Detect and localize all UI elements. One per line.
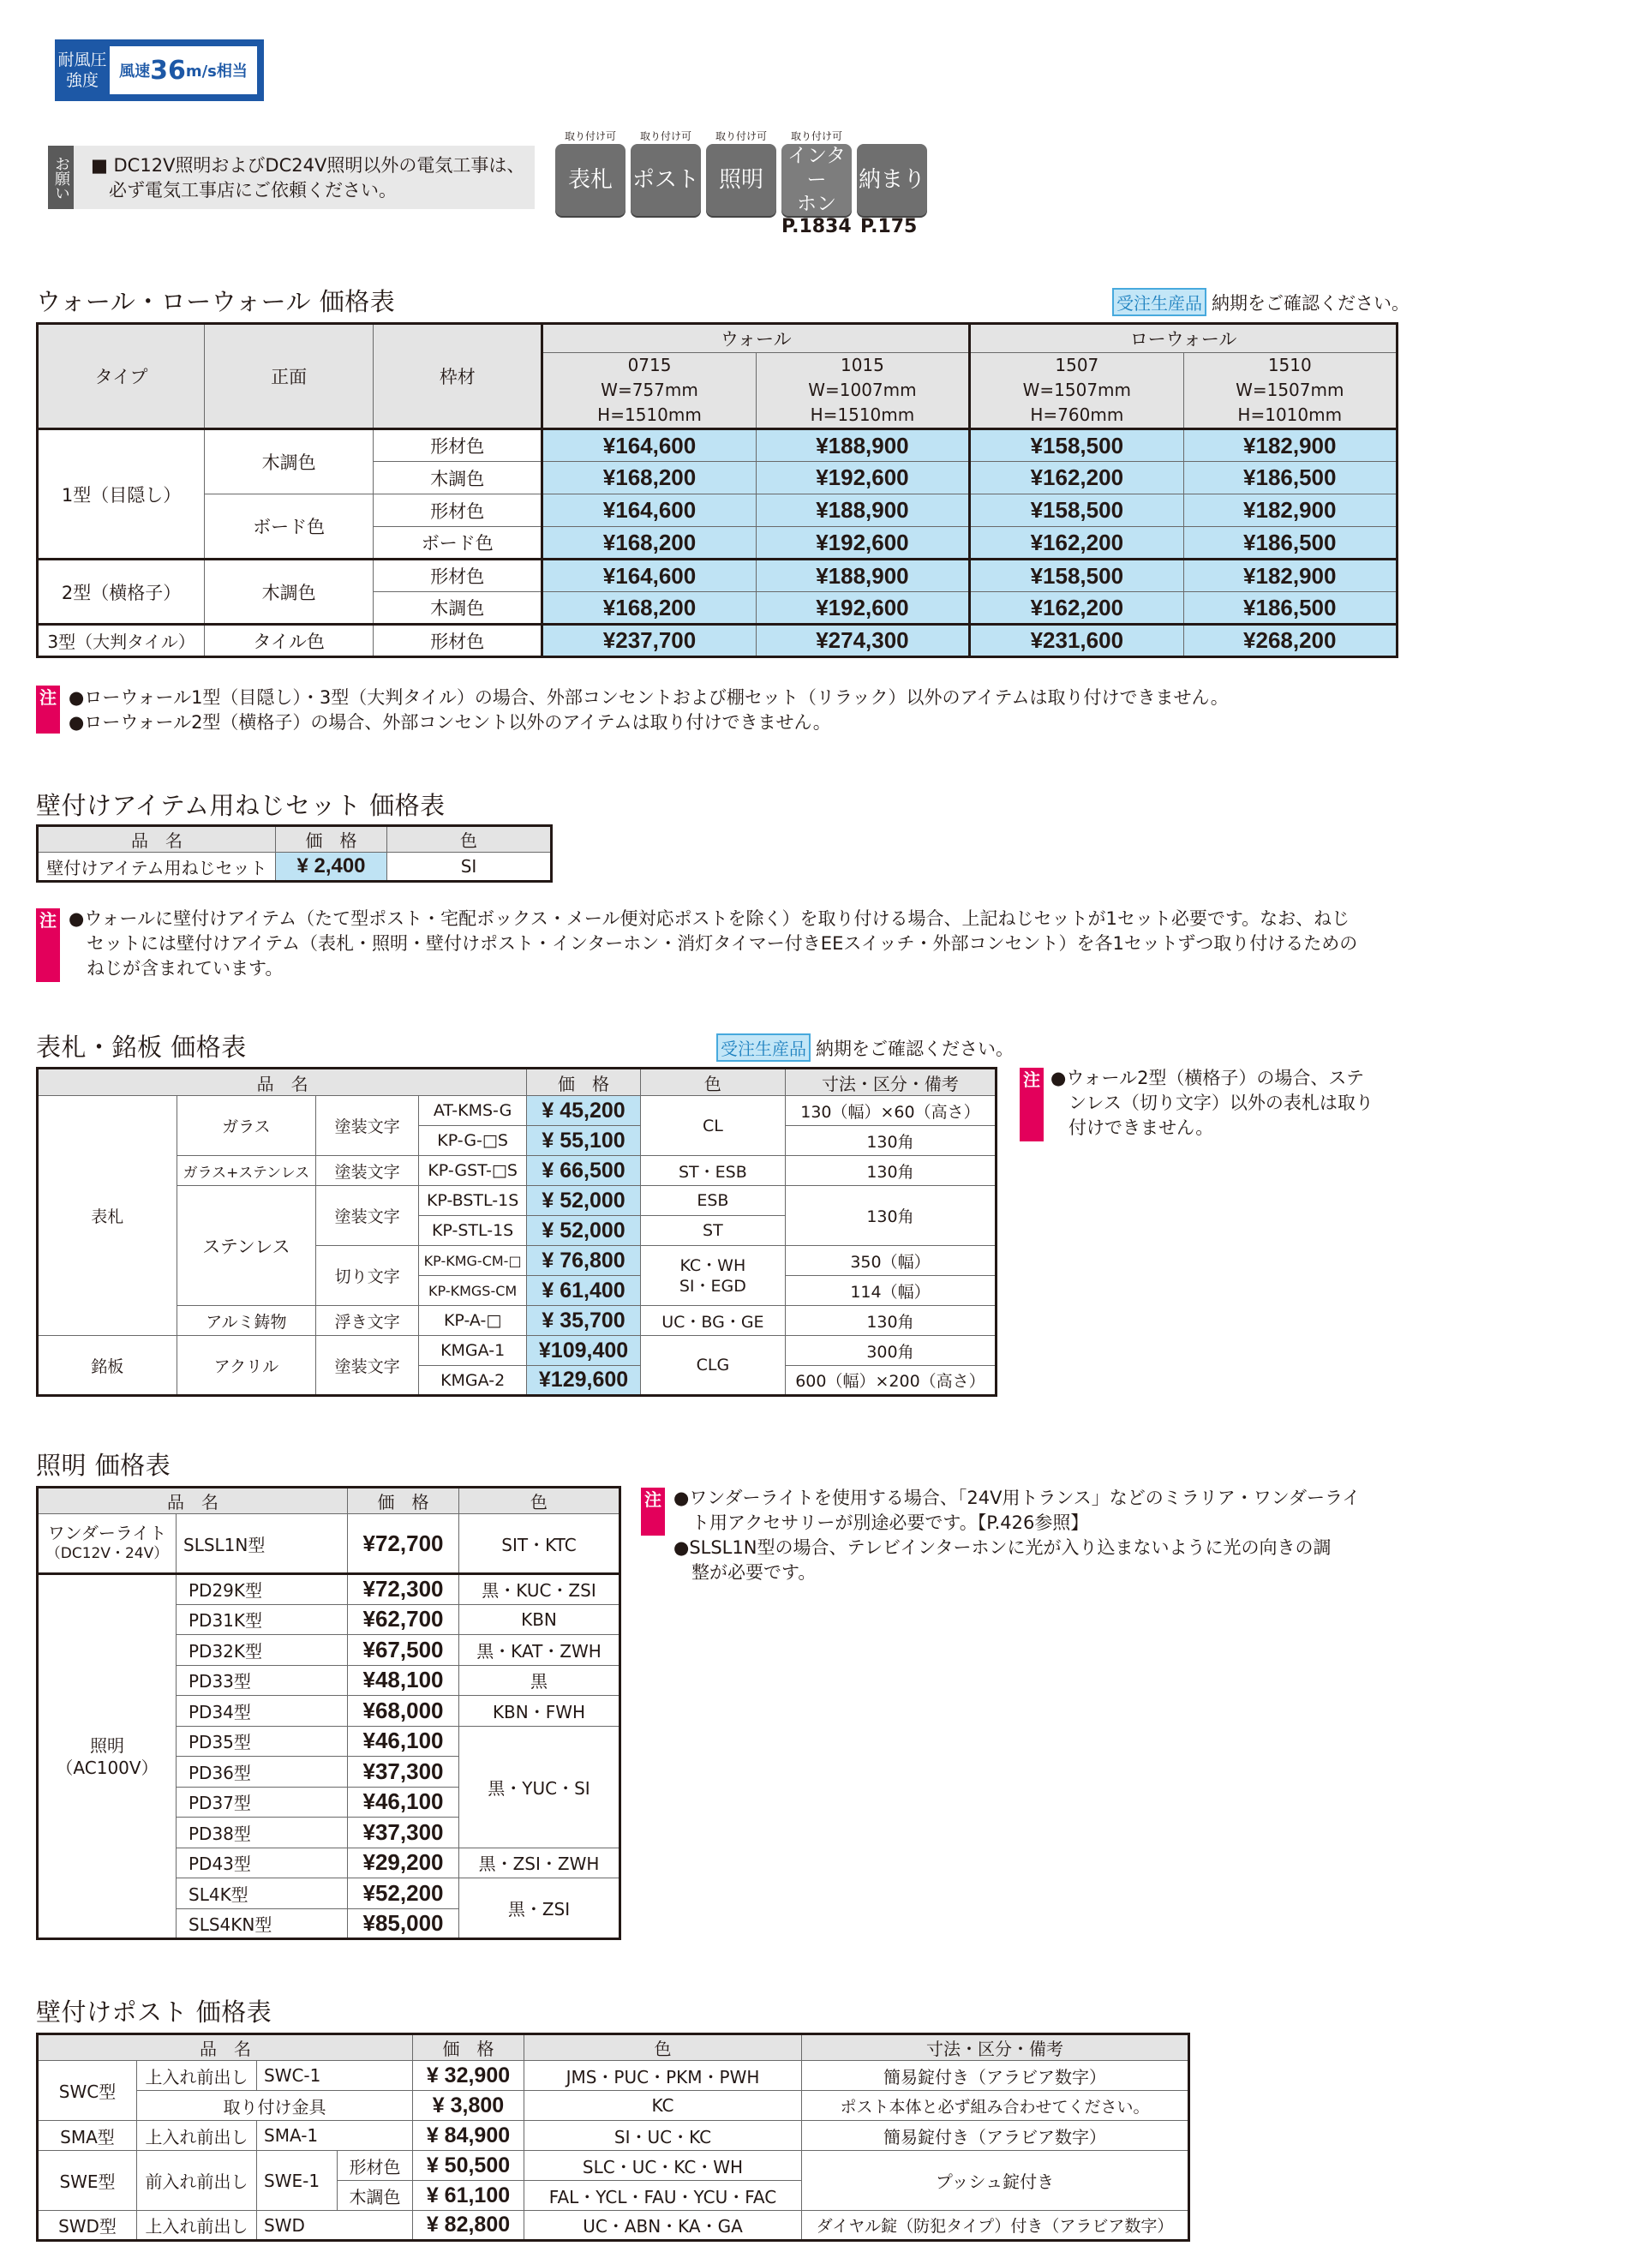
table-row: 表札 ガラス 塗装文字 AT-KMS-G ¥ 45,200 CL 130（幅）×60（高さ） — [38, 1096, 997, 1126]
request-notice — [48, 146, 535, 209]
category-post-button[interactable]: ポスト — [631, 144, 701, 216]
order-badge: 受注生産品 — [716, 1033, 811, 1062]
intercom-page-ref[interactable]: P.1834 — [781, 216, 852, 237]
lighting-note-tag: 注 — [641, 1488, 665, 1536]
screw-title: 壁付けアイテム用ねじセット 価格表 — [36, 791, 446, 820]
table-row: KMGA-2 ¥129,600 600（幅）×200（高さ） — [38, 1366, 997, 1396]
table-row: SLS4KN型 ¥85,000 — [38, 1908, 620, 1939]
table-row: KP-STL-1S ¥ 52,000 ST — [38, 1216, 997, 1246]
table-row: 3型（大判タイル） タイル色 形材色 ¥237,700 ¥274,300 ¥231,600 ¥268,200 — [38, 625, 1398, 657]
table-row: SL4K型 ¥52,200 黒・ZSI — [38, 1878, 620, 1909]
lighting-price-table: 品 名 価 格 色 ワンダーライト （DC12V・24V） SLSL1N型 ¥72,700 SIT・KTC 照明 （AC100V） PD29K型 ¥72,300 黒・KUC・ZSI PD31K型 ¥62,700 KBN PD32K型 ¥67,500 黒・KAT・ZWH PD33型 ¥48,100 黒 PD34型 ¥68,000 KBN・FWH PD35型 ¥46,100 黒・YUC・SI PD36型 ¥37,300 PD37型 ¥46,100 PD38型 ¥37,300 PD43型 ¥29,200 黒・ZSI・ZWH SL4K型 ¥52,200 黒・ZSI SLS4KN型 ¥85,000 — [36, 1486, 621, 1940]
badge-value: 風速 36 m/s相当 — [110, 46, 257, 94]
table-row: PD36型 ¥37,300 — [38, 1757, 620, 1788]
lighting-title: 照明 価格表 — [36, 1451, 171, 1480]
category-nameplate-button[interactable]: 表札 — [555, 144, 625, 216]
table-row: 1型（目隠し） 木調色 形材色 ¥164,600 ¥188,900 ¥158,500 ¥182,900 — [38, 429, 1398, 462]
table-row: 銘板 アクリル 塗装文字 KMGA-1 ¥109,400 CLG 300角 — [38, 1336, 997, 1366]
head-lowwall: ローウォール — [970, 324, 1398, 353]
screw-price-table: 品 名 価 格 色 壁付けアイテム用ねじセット ¥ 2,400 SI — [36, 824, 553, 883]
post-price-table: 品 名 価 格 色 寸法・区分・備考 SWC型 上入れ前出し SWC-1 ¥ 32,900 JMS・PUC・PKM・PWH 簡易錠付き（アラビア数字） 取り付け金具 ¥ 3,800 KC ポスト本体と必ず組み合わせてください。 SMA型 上入れ前出し SMA-1 ¥ 84,900 SI・UC・KC 簡易錠付き（アラビア数字） SWE型 前入れ前出し SWE-1 形材色 ¥ 50,500 SLC・UC・KC・WH プッシュ錠付き 木調色 ¥ 61,100 FAL・YCL・FAU・YCU・FAC SWD型 上入れ前出し SWD ¥ 82,800 UC・ABN・KA・GA ダイヤル錠（防犯タイプ）付き（アラビア数字） — [36, 2033, 1190, 2242]
nameplate-note-tag: 注 — [1020, 1068, 1044, 1141]
wall-order-notice: 受注生産品 納期をご確認ください。 — [1112, 288, 1410, 316]
table-row: PD43型 ¥29,200 黒・ZSI・ZWH — [38, 1848, 620, 1878]
table-row: 木調色 ¥ 61,100 FAL・YCL・FAU・YCU・FAC — [38, 2181, 1189, 2211]
table-row: PD34型 ¥68,000 KBN・FWH — [38, 1696, 620, 1727]
wall-price-table — [36, 322, 1398, 658]
table-row: KP-G-□S ¥ 55,100 130角 — [38, 1126, 997, 1156]
head-wall: ウォール — [542, 324, 970, 353]
table-row: 壁付けアイテム用ねじセット ¥ 2,400 SI — [38, 853, 552, 882]
table-row: 木調色 ¥168,200 ¥192,600 ¥162,200 ¥186,500 — [38, 592, 1398, 625]
nameplate-title: 表札・銘板 価格表 — [36, 1033, 247, 1062]
category-fitting-button[interactable]: 納まり — [857, 144, 927, 216]
table-row: PD35型 ¥46,100 黒・YUC・SI — [38, 1726, 620, 1757]
request-text: ■ DC12V照明およびDC24V照明以外の電気工事は、 必ず電気工事店にご依頼ください。 — [91, 155, 525, 201]
nameplate-order-notice: 受注生産品 納期をご確認ください。 — [716, 1033, 1014, 1062]
table-row: 切り文字 KP-KMG-CM-□ ¥ 76,800 KC・WH SI・EGD 350（幅） — [38, 1246, 997, 1276]
post-title: 壁付けポスト 価格表 — [36, 1997, 272, 2027]
table-row: アルミ鋳物 浮き文字 KP-A-□ ¥ 35,700 UC・BG・GE 130角 — [38, 1306, 997, 1336]
table-row: 木調色 ¥168,200 ¥192,600 ¥162,200 ¥186,500 — [38, 462, 1398, 494]
head-front: 正面 — [205, 324, 374, 429]
nameplate-notes: ●ウォール2型（横格子）の場合、ステ ンレス（切り文字）以外の表札は取り 付けできません。 — [1050, 1068, 1374, 1138]
table-row: PD37型 ¥46,100 — [38, 1787, 620, 1818]
table-row: ボード色 ¥168,200 ¥192,600 ¥162,200 ¥186,500 — [38, 527, 1398, 560]
table-row: ガラス+ステンレス 塗装文字 KP-GST-□S ¥ 66,500 ST・ESB 130角 — [38, 1156, 997, 1186]
nameplate-price-table: 品 名 価 格 色 寸法・区分・備考 表札 ガラス 塗装文字 AT-KMS-G ¥ 45,200 CL 130（幅）×60（高さ） KP-G-□S ¥ 55,100 130角 ガラス+ステンレス 塗装文字 KP-GST-□S ¥ 66,500 ST・ESB 130角 ステンレス 塗装文字 KP-BSTL-1S ¥ 52,000 ESB 130角 KP-STL-1S ¥ 52,000 ST 切り文字 KP-KMG-CM-□ ¥ 76,800 KC・WH SI・EGD 350（幅） KP-KMGS-CM ¥ 61,400 114（幅） アルミ鋳物 浮き文字 KP-A-□ ¥ 35,700 UC・BG・GE 130角 銘板 アクリル 塗装文字 KMGA-1 ¥109,400 CLG 300角 KMGA-2 ¥129,600 600（幅）×200（高さ） — [36, 1067, 997, 1397]
table-row: ボード色 形材色 ¥164,600 ¥188,900 ¥158,500 ¥182,900 — [38, 494, 1398, 527]
size-0715: 0715 W=757mm H=1510mm — [542, 353, 756, 429]
category-intercom-button[interactable]: インター ホン — [781, 144, 852, 216]
wall-title: ウォール・ローウォール 価格表 — [36, 287, 396, 316]
table-row: SWC型 上入れ前出し SWC-1 ¥ 32,900 JMS・PUC・PKM・PWH 簡易錠付き（アラビア数字） — [38, 2061, 1189, 2091]
order-badge: 受注生産品 — [1112, 288, 1206, 316]
table-row: PD33型 ¥48,100 黒 — [38, 1665, 620, 1696]
table-row: SMA型 上入れ前出し SMA-1 ¥ 84,900 SI・UC・KC 簡易錠付き（アラビア数字） — [38, 2121, 1189, 2151]
size-1510: 1510 W=1507mm H=1010mm — [1183, 353, 1397, 429]
size-1015: 1015 W=1007mm H=1510mm — [756, 353, 969, 429]
category-fitting[interactable] — [857, 129, 927, 216]
request-label: お願い — [48, 146, 74, 209]
table-row: PD38型 ¥37,300 — [38, 1818, 620, 1848]
table-row: KP-KMGS-CM ¥ 61,400 114（幅） — [38, 1276, 997, 1306]
wind-resistance-badge — [55, 39, 264, 101]
category-lighting[interactable]: 取り付け可 照明 — [706, 129, 776, 216]
table-row: ステンレス 塗装文字 KP-BSTL-1S ¥ 52,000 ESB 130角 — [38, 1186, 997, 1216]
wall-note-tag: 注 — [36, 686, 60, 734]
table-row: 取り付け金具 ¥ 3,800 KC ポスト本体と必ず組み合わせてください。 — [38, 2091, 1189, 2121]
table-row: 2型（横格子） 木調色 形材色 ¥164,600 ¥188,900 ¥158,500 ¥182,900 — [38, 560, 1398, 592]
table-row: PD31K型 ¥62,700 KBN — [38, 1604, 620, 1635]
table-row: 照明 （AC100V） PD29K型 ¥72,300 黒・KUC・ZSI — [38, 1574, 620, 1605]
badge-label: 耐風圧 強度 — [57, 51, 107, 90]
size-1507: 1507 W=1507mm H=760mm — [970, 353, 1183, 429]
screw-note-tag: 注 — [36, 908, 60, 982]
head-frame: 枠材 — [374, 324, 542, 429]
table-row: SWE型 前入れ前出し SWE-1 形材色 ¥ 50,500 SLC・UC・KC・WH プッシュ錠付き — [38, 2151, 1189, 2181]
wall-notes: ●ローウォール1型（目隠し）・3型（大判タイル）の場合、外部コンセントおよび棚セット（リラック）以外のアイテムは取り付けできません。 ●ローウォール2型（横格子）の場合、外部コンセント以外のアイテムは取り付けできません。 — [69, 687, 1229, 733]
table-row: SWD型 上入れ前出し SWD ¥ 82,800 UC・ABN・KA・GA ダイヤル錠（防犯タイプ）付き（アラビア数字） — [38, 2211, 1189, 2241]
screw-notes: ●ウォールに壁付けアイテム（たて型ポスト・宅配ボックス・メール便対応ポストを除く）を取り付ける場合、上記ねじセットが1セット必要です。なお、ねじ セットには壁付けアイテム（表札・照明・壁付けポスト・インターホン・消灯タイマー付きEEスイッチ・外部コンセント）を各1セットずつ取り付けるための ねじが含まれています。 — [69, 908, 1358, 979]
head-type: タイプ — [38, 324, 205, 429]
lighting-notes: ●ワンダーライトを使用する場合、「24V用トランス」などのミラリア・ワンダーライ ト用アクセサリーが別途必要です。【P.426参照】 ●SLSL1N型の場合、テレビインターホンに光が入り込まないように光の向きの調 整が必要です。 — [673, 1488, 1361, 1583]
fitting-page-ref[interactable]: P.175 — [860, 216, 918, 237]
category-nameplate[interactable]: 取り付け可 表札 — [555, 129, 625, 216]
table-row: PD32K型 ¥67,500 黒・KAT・ZWH — [38, 1635, 620, 1666]
table-row: ワンダーライト （DC12V・24V） SLSL1N型 ¥72,700 SIT・KTC — [38, 1514, 620, 1574]
category-post[interactable]: 取り付け可 ポスト — [631, 129, 701, 216]
category-lighting-button[interactable]: 照明 — [706, 144, 776, 216]
category-intercom[interactable]: 取り付け可 インター ホン — [781, 129, 852, 216]
